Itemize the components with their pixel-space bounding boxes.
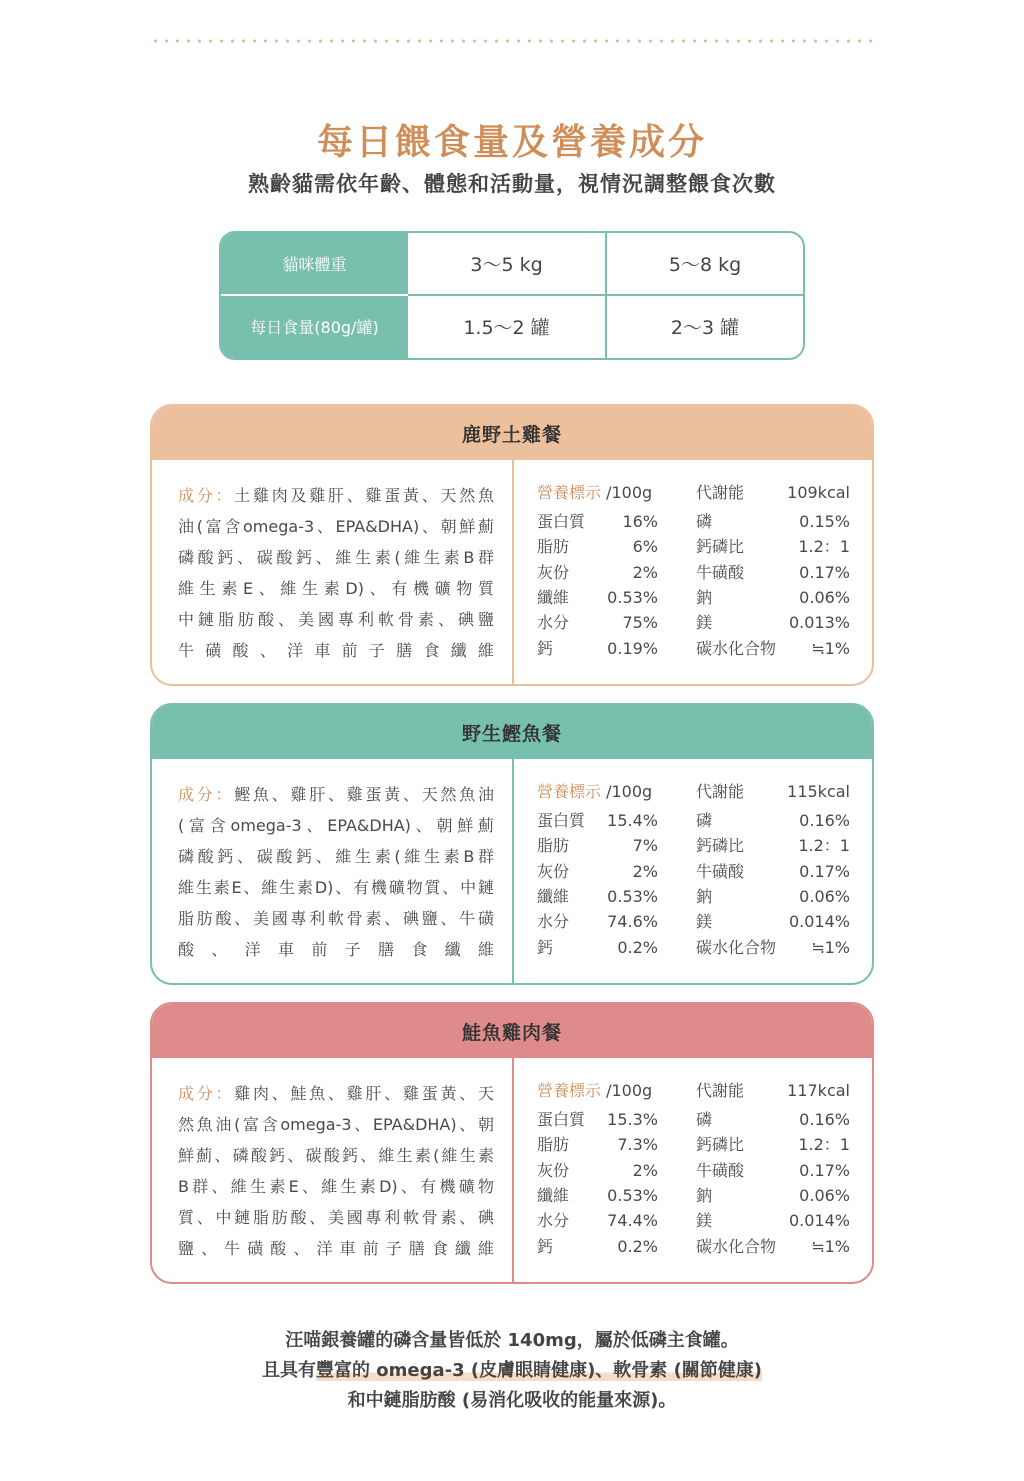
- nutrition-row: [152, 1183, 872, 1208]
- nutrient-value: ≒1%: [811, 1236, 850, 1256]
- nutrition-title: 營養標示: [537, 782, 602, 801]
- nutrient-name: 纖維: [537, 587, 570, 607]
- weight-label-cell: 貓咪體重: [221, 233, 408, 296]
- nutrient-value: 0.17%: [799, 1160, 850, 1180]
- nutrient-value: 0.06%: [799, 1185, 850, 1205]
- nutrient-value: 75%: [622, 613, 658, 633]
- nutrient-value: ≒1%: [811, 638, 850, 658]
- nutrient-value: 1.2：1: [798, 836, 850, 856]
- nutrient-name: 蛋白質: [537, 811, 586, 830]
- nutrient-value: 15.4%: [607, 811, 658, 830]
- ingredients-label: 成分：: [178, 785, 235, 804]
- amount-a-cell: 1.5～2 罐: [408, 296, 607, 359]
- nutrition-row: [152, 1234, 872, 1259]
- nutrient-value: 0.53%: [607, 587, 658, 607]
- nutrient-value: 0.17%: [799, 861, 850, 881]
- nutrient-name: 脂肪: [537, 1135, 570, 1155]
- nutrient-name: 鈉: [696, 886, 713, 906]
- nutrition-unit: /100g: [606, 1081, 653, 1100]
- weight-b-cell: 5～8 kg: [607, 233, 803, 296]
- ingredient-line-text: 質、中鏈脂肪酸、美國專利軟骨素、碘: [178, 1208, 494, 1227]
- energy-value: 115kcal: [787, 782, 850, 801]
- nutrition-title: 營養標示: [537, 483, 602, 502]
- ingredient-line-text: 然魚油(富含omega-3、EPA&DHA)、朝: [178, 1115, 494, 1134]
- nutrient-value: 0.53%: [607, 886, 658, 906]
- nutrition-row: [152, 808, 872, 833]
- nutrient-name: 鈉: [696, 1185, 713, 1205]
- page-title: 每日餵食量及營養成分: [316, 122, 707, 163]
- nutrition-row: [152, 833, 872, 858]
- nutrient-name: 灰份: [537, 861, 570, 881]
- ingredient-line-text: 維生素E、維生素D)、有機礦物質: [178, 579, 494, 598]
- ingredient-line-text: 脂肪酸、美國專利軟骨素、碘鹽、牛磺: [178, 909, 494, 928]
- nutrient-value: 2%: [632, 861, 658, 881]
- nutrient-value: 6%: [632, 537, 658, 557]
- recipe-name: 野生鰹魚餐: [152, 705, 872, 759]
- nutrition-row: [152, 859, 872, 884]
- nutrient-name: 脂肪: [537, 537, 570, 557]
- energy-label: 代謝能: [696, 483, 745, 502]
- nutrient-name: 水分: [537, 1211, 570, 1231]
- footer-note: [0, 1326, 1024, 1416]
- recipe-card: [150, 1002, 874, 1284]
- nutrient-name: 磷: [696, 811, 713, 830]
- ingredient-line-text: 土雞肉及雞肝、雞蛋黃、天然魚: [234, 486, 494, 505]
- nutrient-value: 1.2：1: [798, 537, 850, 557]
- weight-a-cell: 3～5 kg: [408, 233, 607, 296]
- nutrient-name: 磷: [696, 512, 713, 531]
- recipe-card: [150, 404, 874, 686]
- nutrition-header-row: [152, 480, 872, 505]
- nutrient-value: 2%: [632, 1160, 658, 1180]
- nutrition-header-row: [152, 779, 872, 804]
- nutrition-row: [152, 636, 872, 661]
- ingredient-line-text: 油(富含omega-3、EPA&DHA)、朝鮮薊: [178, 517, 494, 536]
- nutrient-value: 0.19%: [607, 638, 658, 658]
- nutrient-name: 牛磺酸: [696, 861, 745, 881]
- nutrient-value: 0.16%: [799, 1110, 850, 1129]
- nutrient-name: 蛋白質: [537, 1110, 586, 1129]
- ingredient-line-text: 牛磺酸、洋車前子膳食纖維: [178, 641, 494, 660]
- nutrient-name: 蛋白質: [537, 512, 586, 531]
- nutrition-row: [152, 1158, 872, 1183]
- nutrient-value: 0.06%: [799, 587, 850, 607]
- nutrient-value: 0.2%: [617, 1236, 658, 1256]
- ingredient-line-text: 雞肉、鮭魚、雞肝、雞蛋黃、天: [234, 1084, 494, 1103]
- nutrition-row: [152, 935, 872, 960]
- ingredient-line-text: 鮮薊、磷酸鈣、碳酸鈣、維生素(維生素: [178, 1146, 494, 1165]
- recipe-name: 鮭魚雞肉餐: [152, 1004, 872, 1058]
- nutrient-name: 鈣磷比: [696, 1135, 745, 1155]
- nutrition-unit: /100g: [606, 782, 653, 801]
- nutrient-name: 鈉: [696, 587, 713, 607]
- nutrient-name: 碳水化合物: [696, 638, 777, 658]
- nutrient-name: 碳水化合物: [696, 1236, 777, 1256]
- nutrient-value: 15.3%: [607, 1110, 658, 1129]
- nutrition-label: [537, 1078, 652, 1103]
- ingredient-line-text: 維生素E、維生素D)、有機礦物質、中鏈: [178, 878, 494, 897]
- nutrition-title: 營養標示: [537, 1081, 602, 1100]
- nutrient-value: 0.17%: [799, 562, 850, 582]
- recipe-card: [150, 703, 874, 985]
- feeding-table: [219, 231, 805, 360]
- nutrient-value: 0.014%: [788, 1211, 850, 1231]
- ingredient-line-text: 磷酸鈣、碳酸鈣、維生素(維生素B群: [178, 847, 494, 866]
- ingredient-line-text: 鰹魚、雞肝、雞蛋黃、天然魚油: [234, 785, 494, 804]
- nutrient-name: 鈣: [537, 1236, 554, 1256]
- footer-line-3: 和中鏈脂肪酸 (易消化吸收的能量來源)。: [347, 1390, 677, 1411]
- nutrient-name: 纖維: [537, 1185, 570, 1205]
- nutrient-value: 0.2%: [617, 937, 658, 957]
- nutrient-name: 鈣磷比: [696, 537, 745, 557]
- nutrient-value: 0.15%: [799, 512, 850, 531]
- dotted-divider: [150, 38, 874, 44]
- nutrition-row: [152, 585, 872, 610]
- nutrient-value: 0.014%: [788, 912, 850, 932]
- nutrient-value: 74.6%: [607, 912, 658, 932]
- nutrient-value: 74.4%: [607, 1211, 658, 1231]
- nutrition-row: [152, 909, 872, 934]
- nutrient-name: 牛磺酸: [696, 562, 745, 582]
- nutrient-name: 鎂: [696, 912, 713, 932]
- recipe-body: [152, 1058, 872, 1282]
- amount-label-cell: 每日食量(80g/罐): [221, 296, 408, 359]
- nutrient-value: 7.3%: [617, 1135, 658, 1155]
- nutrient-name: 水分: [537, 912, 570, 932]
- nutrient-name: 鈣磷比: [696, 836, 745, 856]
- nutrient-name: 水分: [537, 613, 570, 633]
- nutrient-name: 鎂: [696, 1211, 713, 1231]
- energy-label: 代謝能: [696, 782, 745, 801]
- nutrient-name: 碳水化合物: [696, 937, 777, 957]
- recipe-body: [152, 460, 872, 684]
- nutrition-row: [152, 1208, 872, 1233]
- nutrient-value: 2%: [632, 562, 658, 582]
- nutrient-value: 7%: [632, 836, 658, 856]
- nutrition-row: [152, 1132, 872, 1157]
- ingredients-label: 成分：: [178, 486, 235, 505]
- ingredient-line-text: 中鏈脂肪酸、美國專利軟骨素、碘鹽: [178, 610, 494, 629]
- nutrient-name: 磷: [696, 1110, 713, 1129]
- nutrient-name: 鎂: [696, 613, 713, 633]
- ingredient-line-text: 鹽、牛磺酸、洋車前子膳食纖維: [178, 1239, 494, 1258]
- nutrient-value: 0.16%: [799, 811, 850, 830]
- ingredients-label: 成分：: [178, 1084, 235, 1103]
- nutrition-row: [152, 509, 872, 534]
- footer-line-1: 汪喵銀養罐的磷含量皆低於 140mg，屬於低磷主食罐。: [285, 1330, 739, 1351]
- nutrition-row: [152, 560, 872, 585]
- recipe-body: [152, 759, 872, 983]
- nutrient-value: 0.013%: [788, 613, 850, 633]
- nutrition-row: [152, 1107, 872, 1132]
- footer-line-2-prefix: 且具有: [261, 1360, 316, 1381]
- nutrition-unit: /100g: [606, 483, 653, 502]
- nutrition-row: [152, 610, 872, 635]
- nutrition-header-row: [152, 1078, 872, 1103]
- nutrient-value: 16%: [622, 512, 658, 531]
- nutrition-row: [152, 534, 872, 559]
- recipe-name: 鹿野土雞餐: [152, 406, 872, 460]
- nutrient-name: 牛磺酸: [696, 1160, 745, 1180]
- nutrient-name: 灰份: [537, 562, 570, 582]
- energy-label: 代謝能: [696, 1081, 745, 1100]
- nutrient-value: ≒1%: [811, 937, 850, 957]
- nutrient-name: 鈣: [537, 638, 554, 658]
- nutrient-value: 0.06%: [799, 886, 850, 906]
- nutrient-name: 灰份: [537, 1160, 570, 1180]
- amount-b-cell: 2～3 罐: [670, 317, 740, 340]
- ingredient-line-text: B群、維生素E、維生素D)、有機礦物: [178, 1177, 494, 1196]
- nutrition-label: [537, 779, 652, 804]
- nutrition-label: [537, 480, 652, 505]
- page-subtitle: 熟齡貓需依年齡、體態和活動量，視情況調整餵食次數: [248, 172, 776, 196]
- ingredient-line-text: 磷酸鈣、碳酸鈣、維生素(維生素B群: [178, 548, 494, 567]
- footer-highlight: 豐富的 omega-3 (皮膚眼睛健康)、軟骨素 (關節健康): [315, 1360, 763, 1381]
- nutrient-name: 脂肪: [537, 836, 570, 856]
- nutrient-name: 鈣: [537, 937, 554, 957]
- energy-value: 109kcal: [787, 483, 850, 502]
- footer-line-2: [0, 1356, 1024, 1386]
- energy-value: 117kcal: [787, 1081, 850, 1100]
- nutrient-name: 纖維: [537, 886, 570, 906]
- nutrient-value: 0.53%: [607, 1185, 658, 1205]
- nutrition-row: [152, 884, 872, 909]
- ingredient-line-text: (富含omega-3、EPA&DHA)、朝鮮薊: [178, 816, 494, 835]
- nutrient-value: 1.2：1: [798, 1135, 850, 1155]
- ingredient-line-text: 酸、洋車前子膳食纖維: [178, 940, 494, 959]
